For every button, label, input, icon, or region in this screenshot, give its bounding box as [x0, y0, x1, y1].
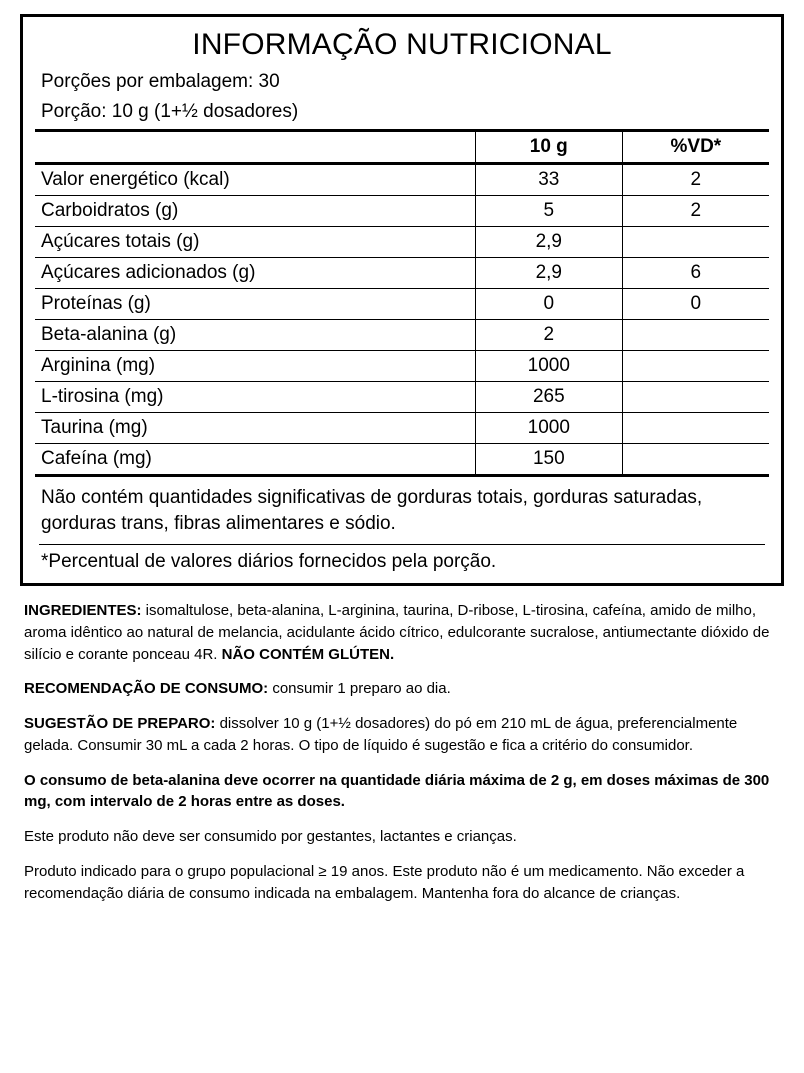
footnote-divider: [39, 544, 765, 545]
nutrient-amount: 5: [475, 195, 622, 226]
daily-value-footnote: *Percentual de valores diários fornecidos pela porção.: [41, 551, 497, 573]
nutrient-name: Taurina (mg): [35, 412, 475, 443]
table-row: [35, 257, 769, 288]
table-row: [35, 288, 769, 319]
table-header-row: [35, 130, 769, 163]
nutrient-amount: 1000: [475, 412, 622, 443]
nutrient-amount: 0: [475, 288, 622, 319]
nutrition-facts-panel: [20, 14, 784, 586]
table-row: [35, 443, 769, 475]
preparation-label: SUGESTÃO DE PREPARO:: [24, 715, 216, 733]
table-body: [35, 163, 769, 475]
nutrient-name: Valor energético (kcal): [35, 163, 475, 195]
not-significant-note: Não contém quantidades significativas de gorduras totais, gorduras saturadas, gorduras trans, fibras alimentares e sódio.: [41, 486, 703, 534]
table-row: [35, 319, 769, 350]
table-row: [35, 226, 769, 257]
nutrient-name: Açúcares totais (g): [35, 226, 475, 257]
nutrient-amount: 150: [475, 443, 622, 475]
restriction-note: Este produto não deve ser consumido por gestantes, lactantes e crianças.: [24, 828, 517, 846]
nutrient-dv: [622, 412, 769, 443]
column-header-dv: %VD*: [622, 130, 769, 163]
table-header: [35, 130, 769, 163]
nutrient-amount: 2,9: [475, 226, 622, 257]
table-row: [35, 412, 769, 443]
nutrient-dv: [622, 443, 769, 475]
nutrient-amount: 33: [475, 163, 622, 195]
servings-per-package: Porções por embalagem: 30: [41, 70, 280, 92]
nutrient-dv: 6: [622, 257, 769, 288]
recommendation-text: consumir 1 preparo ao dia.: [268, 680, 451, 698]
recommendation-label: RECOMENDAÇÃO DE CONSUMO:: [24, 680, 269, 698]
nutrient-name: Arginina (mg): [35, 350, 475, 381]
serving-size: Porção: 10 g (1+½ dosadores): [41, 100, 299, 122]
nutrient-dv: 2: [622, 163, 769, 195]
nutrient-amount: 1000: [475, 350, 622, 381]
ingredients-paragraph: [24, 600, 780, 665]
ingredients-text: isomaltulose, beta-alanina, L-arginina, taurina, D-ribose, L-tirosina, cafeína, amido de milho, aroma idêntico ao natural de melancia, acidulante ácido cítrico, edulcorante sucralose, antiumectante dióxido de silício e corante ponceau 4R.: [24, 602, 770, 663]
nutrient-name: Carboidratos (g): [35, 195, 475, 226]
table-row: [35, 195, 769, 226]
table-row: [35, 381, 769, 412]
table-row: [35, 350, 769, 381]
nutrient-dv: [622, 319, 769, 350]
nutrient-amount: 2,9: [475, 257, 622, 288]
population-note: Produto indicado para o grupo populacional ≥ 19 anos. Este produto não é um medicamento. Não exceder a recomendação diária de consumo indicada na embalagem. Mantenha fora do alcance de crianças.: [24, 862, 745, 902]
nutrient-dv: 0: [622, 288, 769, 319]
ingredients-label: INGREDIENTES:: [24, 602, 142, 620]
nutrient-dv: [622, 226, 769, 257]
nutrient-dv: [622, 350, 769, 381]
nutrition-table: [35, 129, 769, 477]
nutrient-name: Cafeína (mg): [35, 443, 475, 475]
gluten-free-note: NÃO CONTÉM GLÚTEN.: [221, 645, 395, 663]
nutrient-name: Beta-alanina (g): [35, 319, 475, 350]
nutrient-amount: 2: [475, 319, 622, 350]
nutrient-name: Proteínas (g): [35, 288, 475, 319]
nutrient-dv: [622, 381, 769, 412]
beta-alanine-warning: O consumo de beta-alanina deve ocorrer na quantidade diária máxima de 2 g, em doses máximas de 300 mg, com intervalo de 2 horas entre as doses.: [24, 771, 770, 811]
table-row: [35, 163, 769, 195]
recommendation-paragraph: [24, 678, 780, 700]
preparation-text: dissolver 10 g (1+½ dosadores) do pó em 210 mL de água, preferencialmente gelada. Consumir 30 mL a cada 2 horas. O tipo de líquido é sugestão e fica a critério do consumidor.: [24, 715, 738, 754]
nutrient-name: Açúcares adicionados (g): [35, 257, 475, 288]
column-header-nutrient: [35, 130, 475, 163]
nutrient-dv: 2: [622, 195, 769, 226]
preparation-paragraph: [24, 713, 780, 757]
product-info-section: [18, 586, 786, 904]
column-header-amount: 10 g: [475, 130, 622, 163]
page-title: INFORMAÇÃO NUTRICIONAL: [192, 28, 612, 61]
nutrient-name: L-tirosina (mg): [35, 381, 475, 412]
nutrient-amount: 265: [475, 381, 622, 412]
